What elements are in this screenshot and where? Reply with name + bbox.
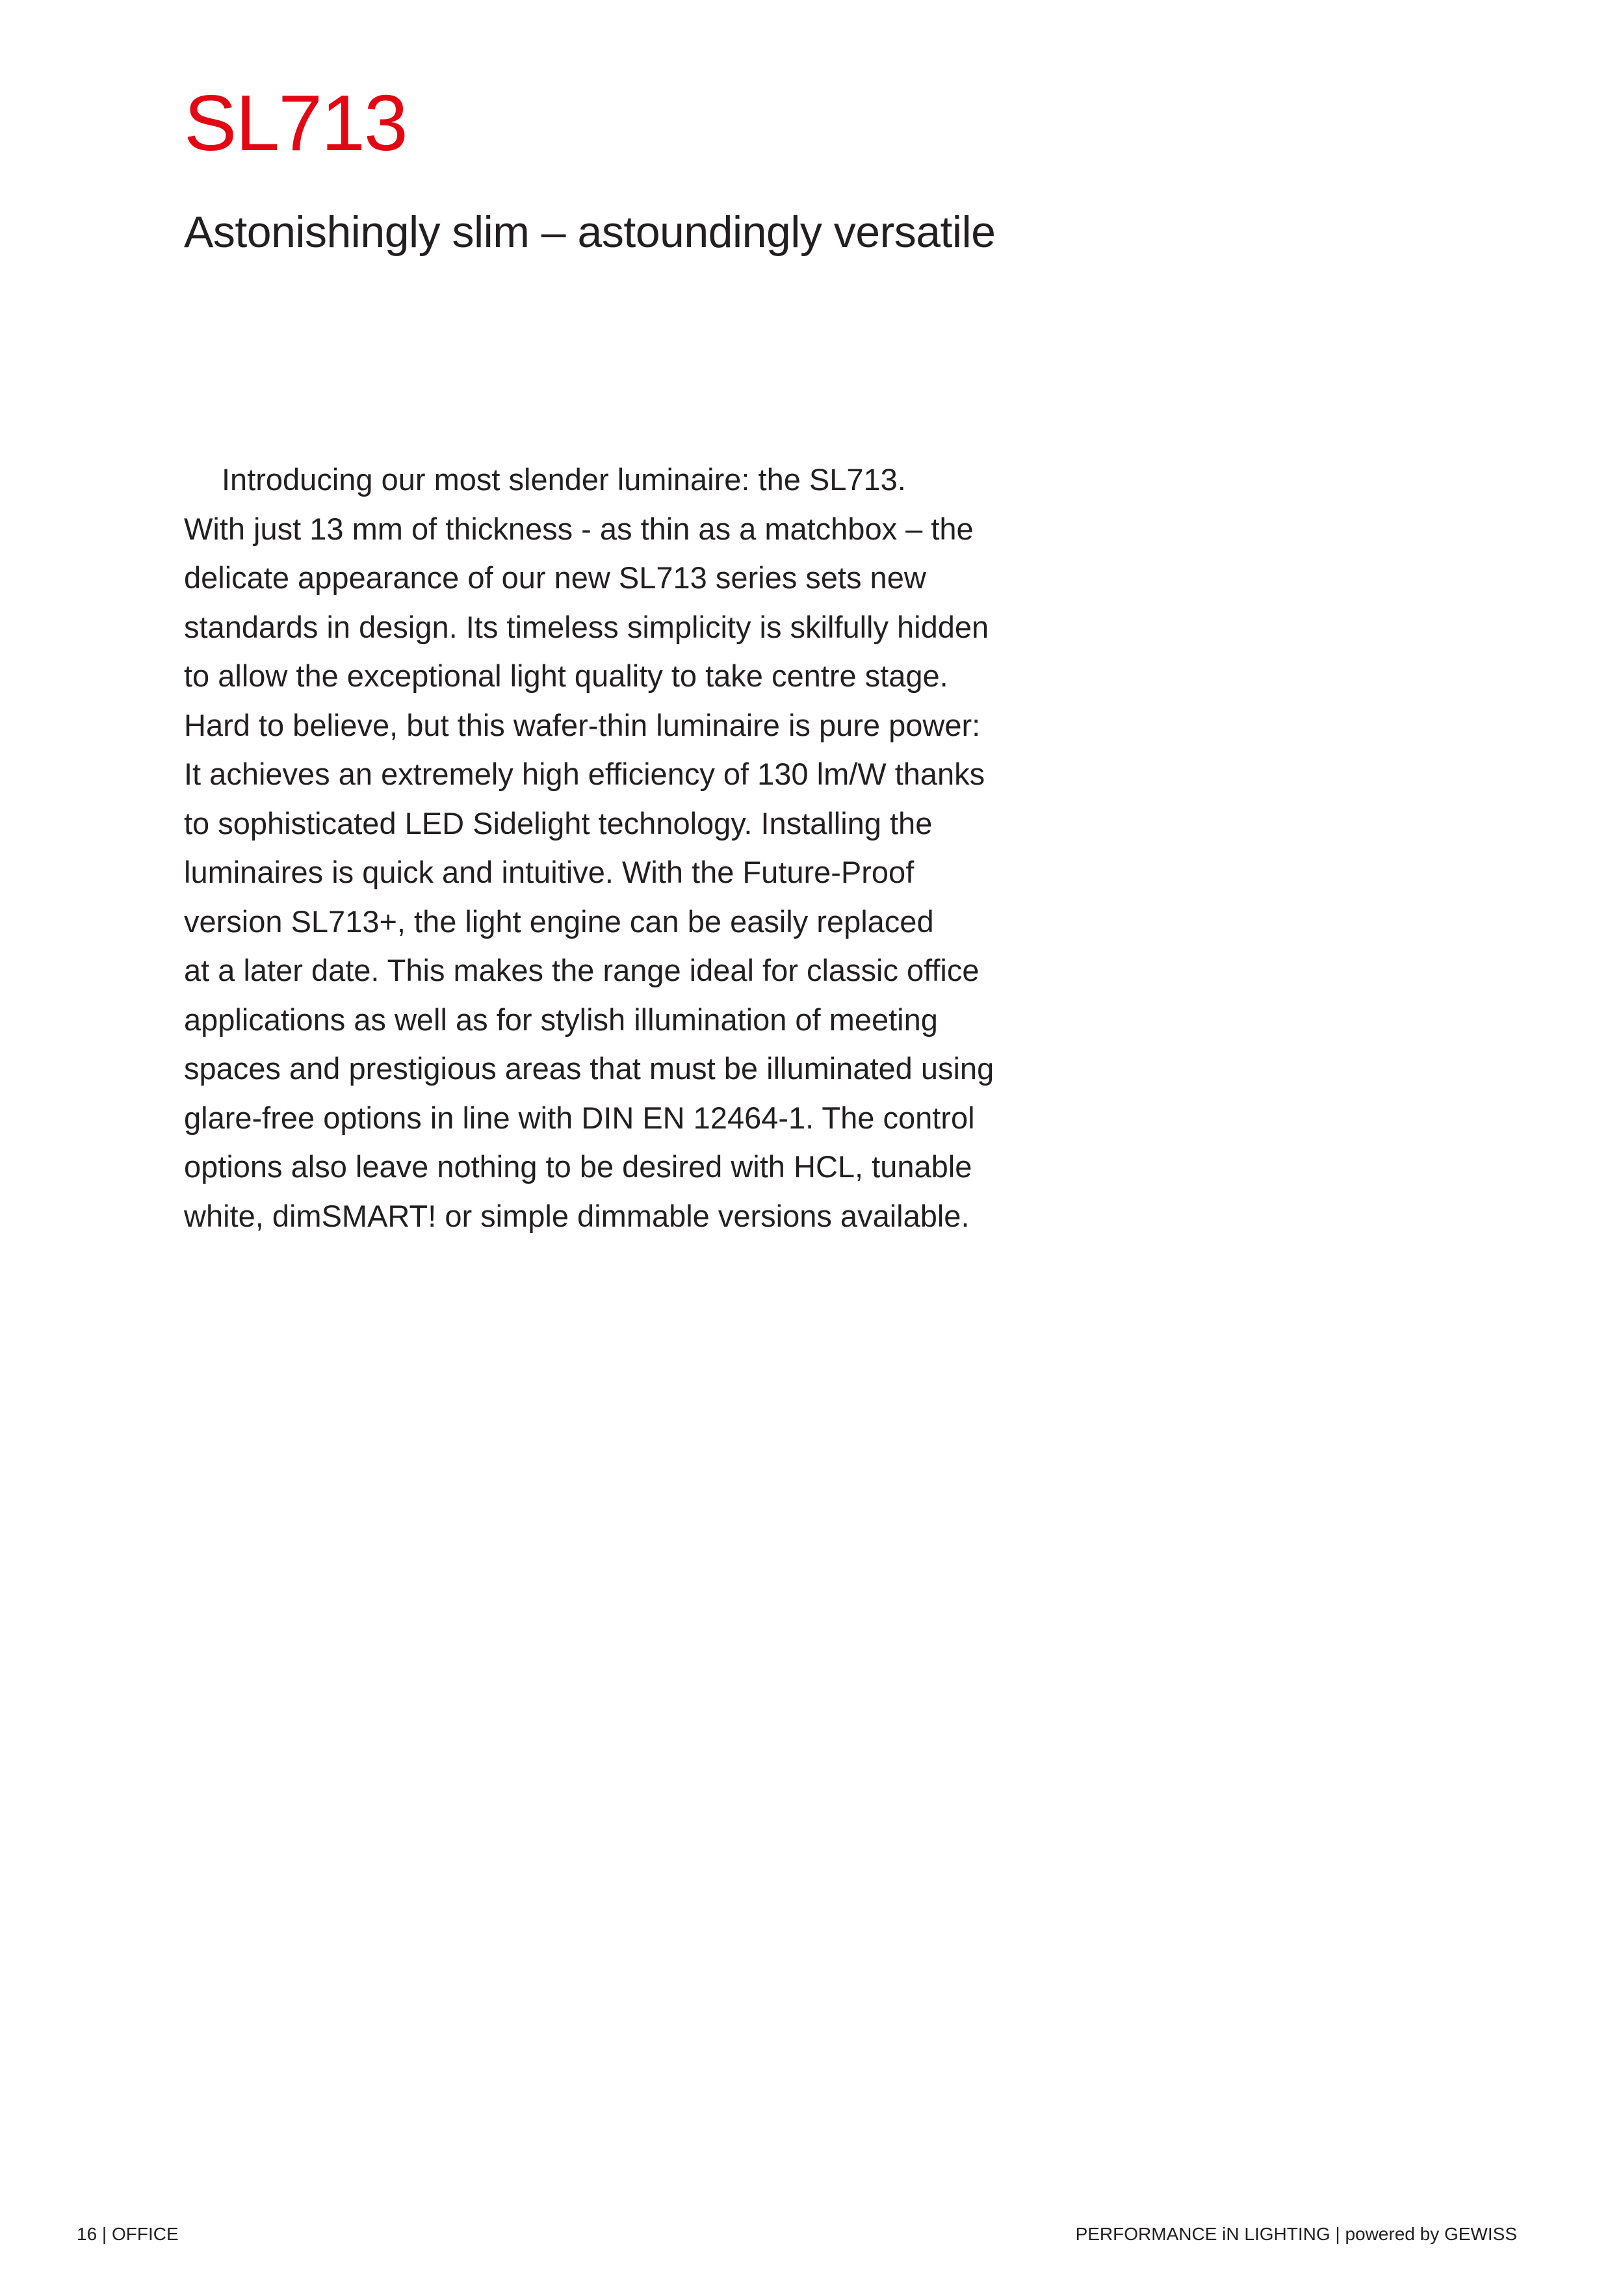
body-line: spaces and prestigious areas that must be illuminated using (184, 1051, 994, 1086)
body-line: delicate appearance of our new SL713 series sets new (184, 560, 926, 595)
body-line: applications as well as for stylish illumination of meeting (184, 1002, 938, 1037)
body-line: Introducing our most slender luminaire: the SL713. (222, 462, 906, 497)
body-line: glare-free options in line with DIN EN 12464-1. The control (184, 1100, 975, 1135)
body-line: It achieves an extremely high efficiency of 130 lm/W thanks (184, 757, 985, 791)
body-line: With just 13 mm of thickness - as thin as a matchbox – the (184, 511, 974, 546)
body-line: white, dimSMART! or simple dimmable versions available. (184, 1198, 970, 1233)
body-line: standards in design. Its timeless simplicity is skilfully hidden (184, 609, 989, 644)
page-title: SL713 (184, 79, 407, 167)
body-line: at a later date. This makes the range ideal for classic office (184, 953, 980, 987)
body-line: to sophisticated LED Sidelight technology. Installing the (184, 805, 933, 841)
footer-page-section: 16 | OFFICE (77, 2224, 179, 2244)
body-line: to allow the exceptional light quality to take centre stage. (184, 659, 948, 693)
body-paragraph (184, 455, 1094, 1240)
body-line: options also leave nothing to be desired with HCL, tunable (184, 1149, 972, 1184)
body-line: version SL713+, the light engine can be easily replaced (184, 904, 934, 939)
page-subtitle: Astonishingly slim – astoundingly versatile (184, 207, 996, 257)
body-line: luminaires is quick and intuitive. With the Future-Proof (184, 855, 915, 889)
body-line: Hard to believe, but this wafer-thin luminaire is pure power: (184, 707, 981, 742)
footer-brand: PERFORMANCE iN LIGHTING | powered by GEWISS (1075, 2224, 1517, 2244)
